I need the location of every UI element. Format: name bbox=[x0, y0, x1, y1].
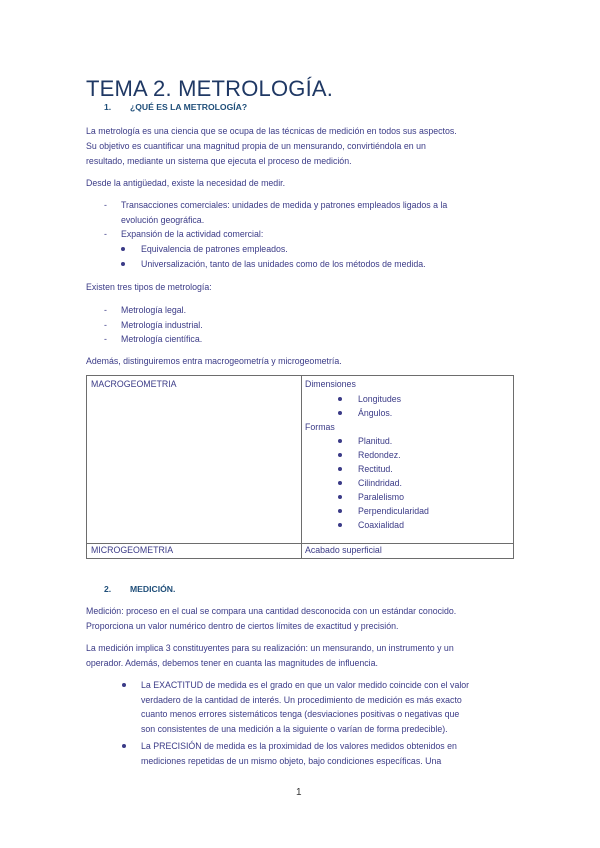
section-1-number: 1. bbox=[104, 102, 112, 112]
page-number: 1 bbox=[296, 787, 302, 798]
intro-line: resultado, mediante un sistema que ejecuta el proceso de medición. bbox=[86, 156, 352, 166]
dimensions-label: Dimensiones bbox=[305, 379, 356, 389]
bullet-dot bbox=[121, 262, 125, 266]
bullet-dot bbox=[338, 397, 342, 401]
section-1-title: ¿QUÉ ES LA METROLOGÍA? bbox=[130, 102, 248, 112]
type-item: Metrología industrial. bbox=[121, 320, 203, 330]
precision-line: mediciones repetidas de un mismo objeto, bajo condiciones específicas. Una bbox=[141, 756, 442, 766]
bullet-dot bbox=[338, 411, 342, 415]
definition-line: Medición: proceso en el cual se compara una cantidad desconocida con un estándar conocido. bbox=[86, 606, 457, 616]
dash-bullet: - bbox=[104, 305, 107, 315]
geometry-table bbox=[86, 375, 514, 559]
bullet-dot bbox=[338, 439, 342, 443]
implies-line: operador. Además, debemos tener en cuanta las magnitudes de influencia. bbox=[86, 658, 378, 668]
macro-details-cell bbox=[302, 376, 514, 544]
table-row bbox=[87, 376, 514, 544]
intro-line: La metrología es una ciencia que se ocupa de las técnicas de medición en todos sus aspectos. bbox=[86, 126, 457, 136]
page-title: TEMA 2. METROLOGÍA. bbox=[86, 76, 334, 101]
antiquity-text: Desde la antigüedad, existe la necesidad de medir. bbox=[86, 178, 286, 188]
accuracy-line: verdadero de la cantidad de interés. Un procedimiento de medición es más exacto bbox=[141, 695, 462, 705]
dash-bullet: - bbox=[104, 229, 107, 239]
micro-value: Acabado superficial bbox=[305, 545, 382, 555]
precision-line: La PRECISIÓN de medida es la proximidad de los valores medidos obtenidos en bbox=[141, 741, 457, 751]
section-1-heading bbox=[86, 102, 247, 112]
dimension-item: Ángulos. bbox=[358, 408, 393, 418]
micro-value-cell bbox=[302, 544, 514, 559]
form-item: Paralelismo bbox=[358, 492, 404, 502]
section-2-heading bbox=[86, 584, 175, 594]
form-item: Cilindridad. bbox=[358, 478, 403, 488]
bullet-dot bbox=[338, 467, 342, 471]
bullet-dot bbox=[121, 247, 125, 251]
micro-label: MICROGEOMETRIA bbox=[91, 545, 174, 555]
forms-label: Formas bbox=[305, 422, 335, 432]
expansion-sub-item: Equivalencia de patrones empleados. bbox=[141, 244, 288, 254]
dash-bullet: - bbox=[104, 334, 107, 344]
bullet-dot bbox=[338, 509, 342, 513]
form-item: Rectitud. bbox=[358, 464, 393, 474]
bullet-dot bbox=[338, 453, 342, 457]
dimension-item: Longitudes bbox=[358, 394, 402, 404]
bullet-dot bbox=[338, 523, 342, 527]
bullet-dot bbox=[338, 495, 342, 499]
intro-line: Su objetivo es cuantificar una magnitud propia de un mensurando, convirtiéndola en un bbox=[86, 141, 426, 151]
table-row bbox=[87, 544, 514, 559]
accuracy-line: cuanto menos errores sistemáticos tenga (desviaciones positivas o negativas que bbox=[141, 709, 460, 719]
type-item: Metrología legal. bbox=[121, 305, 187, 315]
macro-label: MACROGEOMETRIA bbox=[91, 379, 177, 389]
dash-bullet: - bbox=[104, 320, 107, 330]
type-item: Metrología científica. bbox=[121, 334, 203, 344]
micro-cell bbox=[87, 544, 302, 559]
distinguish-text: Además, distinguiremos entra macrogeometría y microgeometría. bbox=[86, 356, 342, 366]
definition-line: Proporciona un valor numérico dentro de ciertos límites de exactitud y precisión. bbox=[86, 621, 399, 631]
bullet-dot bbox=[122, 744, 126, 748]
need-line: Transacciones comerciales: unidades de medida y patrones empleados ligados a la bbox=[121, 200, 448, 210]
macro-cell bbox=[87, 376, 302, 544]
dash-bullet: - bbox=[104, 200, 107, 210]
form-item: Planitud. bbox=[358, 436, 393, 446]
implies-line: La medición implica 3 constituyentes para su realización: un mensurando, un instrumento y un bbox=[86, 643, 454, 653]
need-line: Expansión de la actividad comercial: bbox=[121, 229, 264, 239]
types-intro: Existen tres tipos de metrología: bbox=[86, 282, 212, 292]
form-item: Redondez. bbox=[358, 450, 401, 460]
section-2-title: MEDICIÓN. bbox=[130, 584, 176, 594]
accuracy-line: son consistentes de una medición a la siguiente o varían de forma predecible). bbox=[141, 724, 448, 734]
need-line: evolución geográfica. bbox=[121, 215, 205, 225]
form-item: Coaxialidad bbox=[358, 520, 404, 530]
expansion-sub-item: Universalización, tanto de las unidades como de los métodos de medida. bbox=[141, 259, 426, 269]
accuracy-line: La EXACTITUD de medida es el grado en que un valor medido coincide con el valor bbox=[141, 680, 470, 690]
form-item: Perpendicularidad bbox=[358, 506, 429, 516]
section-2-number: 2. bbox=[104, 584, 112, 594]
bullet-dot bbox=[338, 481, 342, 485]
bullet-dot bbox=[122, 683, 126, 687]
